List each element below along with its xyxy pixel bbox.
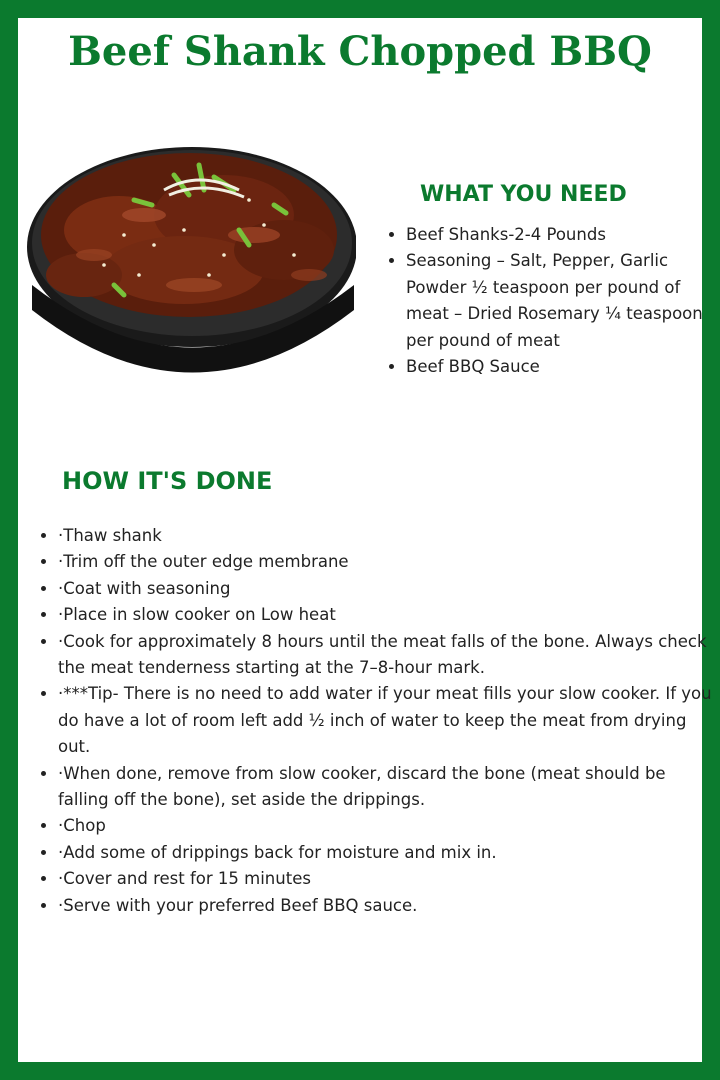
page-title: Beef Shank Chopped BBQ [68, 28, 652, 75]
steps-list [37, 523, 718, 919]
what-you-need-heading: WHAT YOU NEED [420, 182, 627, 207]
list-item: • ·Place in slow cooker on Low heat [58, 602, 718, 628]
list-item: • ·Add some of drippings back for moisture and mix in. [58, 840, 718, 866]
beef-bbq-dish-icon [24, 135, 356, 390]
list-item: • ·Thaw shank [58, 523, 718, 549]
list-item: • Seasoning – Salt, Pepper, Garlic Powder ½ teaspoon per pound of meat – Dried Rosemary ¼ teaspoon per pound of meat [406, 248, 706, 354]
list-item: • ·Serve with your preferred Beef BBQ sauce. [58, 893, 718, 919]
ingredients-list [385, 222, 706, 380]
list-item: • ·Coat with seasoning [58, 576, 718, 602]
list-item: • ·***Tip- There is no need to add water if your meat fills your slow cooker. If you do have a lot of room left add ½ inch of water to keep the meat from drying out. [58, 681, 718, 760]
list-item: • ·Cook for approximately 8 hours until the meat falls of the bone. Always check the meat tenderness starting at the 7–8-hour mark. [58, 629, 718, 682]
list-item: • ·Cover and rest for 15 minutes [58, 866, 718, 892]
list-item: • ·Chop [58, 813, 718, 839]
how-its-done-heading: HOW IT'S DONE [62, 467, 273, 495]
list-item: • ·Trim off the outer edge membrane [58, 549, 718, 575]
list-item: • ·When done, remove from slow cooker, discard the bone (meat should be falling off the bone), set aside the drippings. [58, 761, 718, 814]
list-item: • Beef BBQ Sauce [406, 354, 706, 380]
list-item: • Beef Shanks-2-4 Pounds [406, 222, 706, 248]
